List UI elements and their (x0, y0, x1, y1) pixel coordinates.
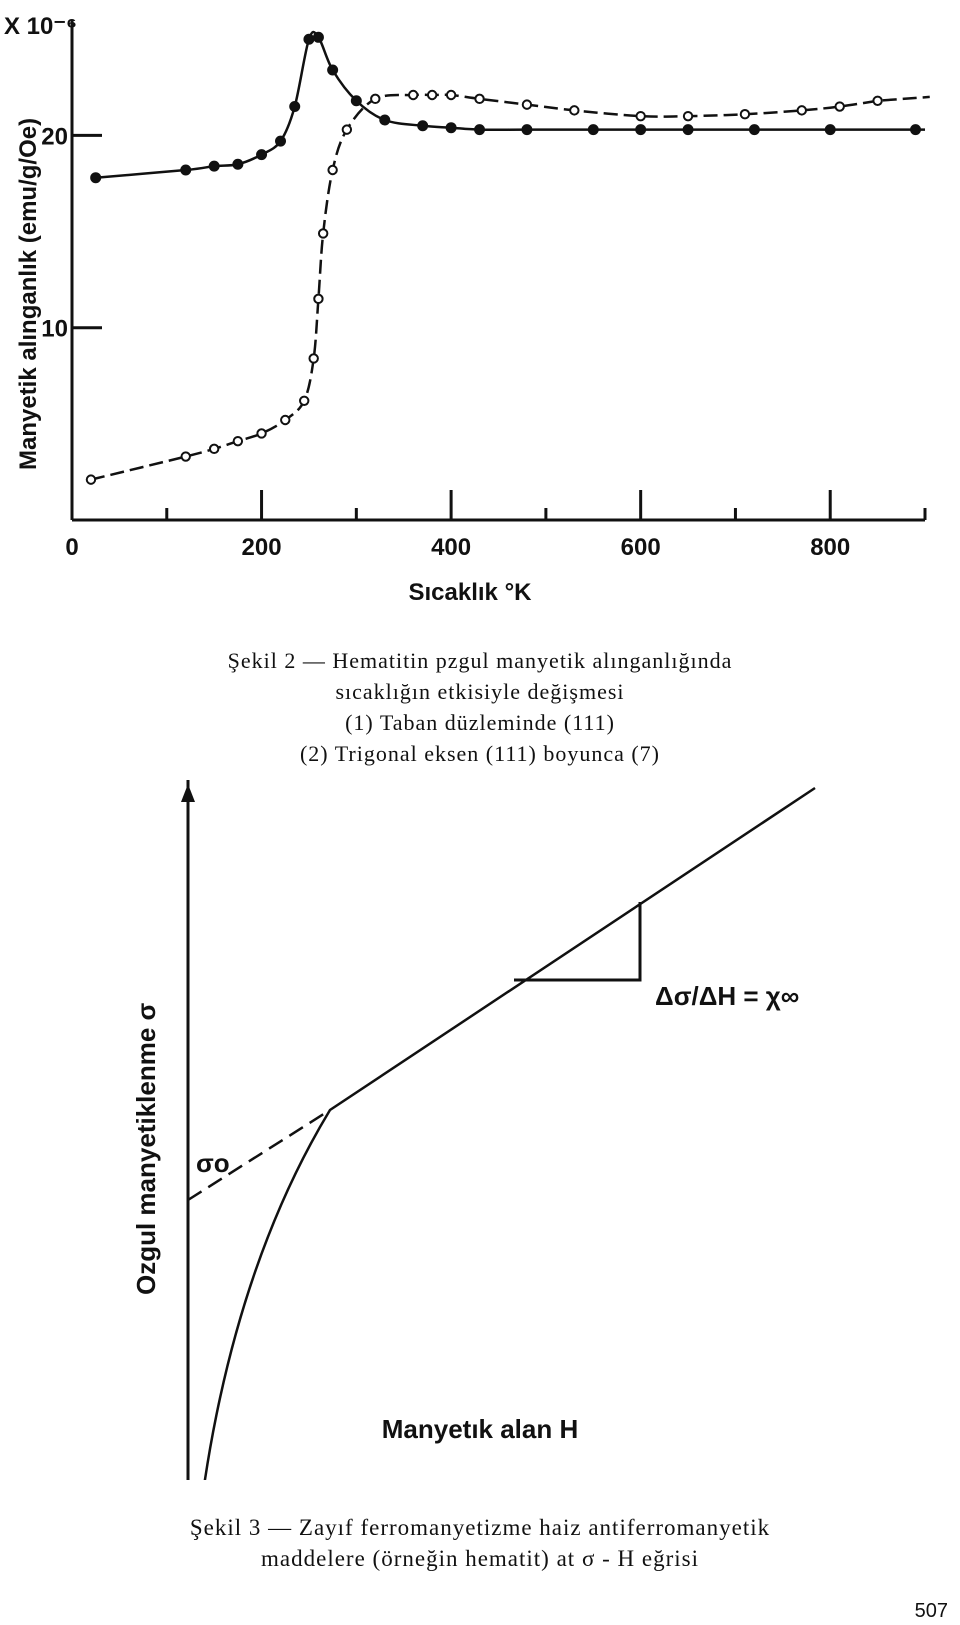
data-point (314, 295, 322, 303)
data-point (300, 397, 308, 405)
data-point (182, 452, 190, 460)
slope-label: Δσ/ΔH = χ∞ (655, 981, 800, 1011)
data-point (523, 100, 531, 108)
data-point (371, 95, 379, 103)
data-point (319, 229, 327, 237)
data-point (447, 123, 456, 132)
data-point (210, 445, 218, 453)
series-line-1 (96, 32, 925, 178)
data-point (836, 102, 844, 110)
data-point (750, 125, 759, 134)
y-tick-label: 20 (41, 123, 68, 151)
data-point (210, 162, 219, 171)
data-point (309, 354, 317, 362)
figure-3-diagram (0, 780, 960, 1480)
figure-2-chart (0, 0, 960, 640)
caption-line: sıcaklığın etkisiyle değişmesi (335, 679, 625, 704)
caption-line: (1) Taban düzleminde (111) (345, 710, 615, 735)
data-point (290, 102, 299, 111)
data-point (257, 150, 266, 159)
data-point (522, 125, 531, 134)
y-axis-label: Manyetik alınganlık (emu/g/Oe) (15, 117, 42, 470)
data-point (181, 166, 190, 175)
data-point (570, 106, 578, 114)
data-point (741, 110, 749, 118)
data-point (798, 106, 806, 114)
magnetization-curve (189, 788, 815, 1480)
data-point (328, 66, 337, 75)
caption-line: maddelere (örneğin hematit) at σ - H eğrisi (261, 1546, 699, 1571)
intercept-label: σo (196, 1148, 230, 1178)
x-tick-label: 800 (810, 534, 851, 561)
data-point (475, 95, 483, 103)
data-point (475, 125, 484, 134)
x-tick-label: 0 (65, 534, 79, 561)
series-line-2 (91, 95, 930, 480)
fig3-y-arrow (181, 784, 195, 802)
data-point (826, 125, 835, 134)
data-point (91, 173, 100, 182)
data-point (328, 166, 336, 174)
data-point (911, 125, 920, 134)
data-point (636, 125, 645, 134)
data-point (684, 125, 693, 134)
data-point (589, 125, 598, 134)
data-point (257, 429, 265, 437)
caption-line: Şekil 2 — Hematitin pzgul manyetik alınganlığında (227, 648, 733, 673)
data-point (234, 437, 242, 445)
slope-triangle (514, 902, 640, 980)
data-point (281, 416, 289, 424)
caption-line: (2) Trigonal eksen (111) boyunca (7) (299, 741, 661, 766)
y-multiplier-label: X 10⁻⁶ (4, 13, 78, 40)
fig3-x-axis-label: Manyetık alan H (381, 1414, 579, 1444)
x-axis-label: Sıcaklık °K (408, 579, 532, 606)
data-point (409, 91, 417, 99)
data-point (636, 112, 644, 120)
y-tick-label: 10 (41, 315, 68, 343)
x-tick-label: 600 (620, 534, 661, 561)
caption-line: Şekil 3 — Zayıf ferromanyetizme haiz antiferromanyetik (189, 1515, 771, 1540)
data-point (233, 160, 242, 169)
data-point (304, 35, 313, 44)
data-point (343, 125, 351, 133)
x-tick-label: 200 (241, 534, 282, 561)
figure-2-caption (0, 645, 960, 769)
data-point (87, 475, 95, 483)
fig3-y-axis-label: Ozgul manyetiklenme σ (131, 1002, 161, 1295)
figure-3-caption (0, 1512, 960, 1574)
page-number: 507 (914, 1600, 948, 1622)
data-point (352, 96, 361, 105)
data-point (428, 91, 436, 99)
data-point (314, 33, 323, 42)
data-point (684, 112, 692, 120)
data-point (418, 121, 427, 130)
x-tick-label: 400 (431, 534, 472, 561)
data-point (873, 97, 881, 105)
data-point (447, 91, 455, 99)
data-point (276, 137, 285, 146)
data-point (380, 116, 389, 125)
